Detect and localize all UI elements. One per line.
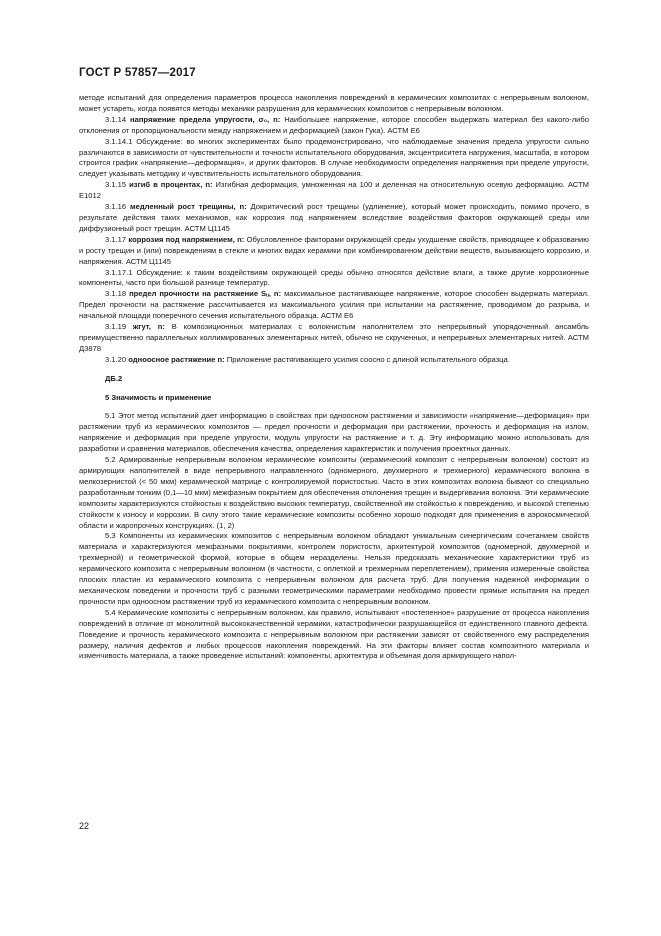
clause-number: 3.1.14 [105, 114, 127, 124]
term: коррозия под напряжением, n: [128, 234, 245, 244]
term: напряжение предела упругости, σ₀, n: [130, 114, 281, 124]
term: одноосное растяжение n: [128, 354, 225, 364]
definition-3-1-14 [79, 115, 589, 137]
section-heading-5: 5 Значимость и применение [105, 392, 212, 402]
term: предел прочности на растяжение Sᵤ, n: [129, 289, 282, 299]
paragraph-5-4: 5.4 Керамические композиты с непрерывным волокном, как правило, испытывают «постепенное» разрушение от процесса накопления повреждений в отличие от монолитной высококачественной керамики, катастрофически разрушающейся от единственного главного дефекта. Поведение и прочность керамического композита с непрерывным волокном при растяжении зависят от свойственного ему распределения размеру, наличия дефектов и любых процессов накопления повреждений. На эти факторы влияет состав композитного материала и изменчивость материала, а также проведение испытаний: компоненты, архитектура и объемная доля армирующего напол- [79, 607, 589, 661]
definition-text: Приложение растягивающего усилия соосно с длиной испытательного образца. [226, 354, 510, 364]
clause-number: 3.1.19 [105, 322, 127, 332]
definition-text: максимальное растягивающее напряжение, которое способен выдержать материал. Предел прочности на растяжение рассчитывается из максимального усилия при испытании на растяжение, проводимом до разрыва, и начальной площади поперечного сечения испытательного образца. АСТМ Е6 [79, 289, 589, 321]
page-body [79, 93, 589, 662]
clause-number: 3.1.17 [105, 234, 127, 244]
definition-3-1-20 [79, 355, 589, 366]
section-heading-db2: ДБ.2 [105, 373, 123, 383]
definition-3-1-18 [79, 289, 589, 322]
definition-text: Изгибная деформация, умноженная на 100 и деленная на относительную осевую деформацию. АСТМ Е1012 [79, 180, 589, 201]
paragraph-5-2: 5.2 Армированные непрерывным волокном керамические композиты (керамический композит с непрерывным волокном) состоят из армирующих наполнителей в виде непрерывного направленного (одномерного, двухмерного и трехмерного) керамического волокна в мелкозернистой (< 50 мкм) керамической матрице с контролируемой пористостью. Часто в этих композитах волокна бывают со специально разработанным тонким (0,1—10 мкм) межфазным покрытием для обеспечения отклонения трещин и выдергивания волокна. Эти керамические композиты характеризуются стойкостью к воздействию высоких температур, свойственной им стойкостью к повреждению, и высокой степенью стойкости к износу и коррозии. В силу этого такие керамические композиты особенно хорошо подходят для применения в аэрокосмической области и жаропрочных конструкциях. (1, 2) [79, 455, 589, 530]
definition-text: В композиционных материалах с волокнистым наполнителем это непрерывный упорядоченный ансамбль преимущественно параллельных коллимированных элементарных нитей, обычно не скрученных, и непрерывных элементарных нитей. АСТМ Д3878 [79, 322, 589, 353]
term: изгиб в процентах, n: [129, 180, 213, 190]
clause-number: 3.1.15 [105, 180, 127, 190]
discussion-3-1-14-1: 3.1.14.1 Обсуждение: во многих экспериментах было продемонстрировано, что наблюдаемые значения предела упругости сильно различаются в зависимости от чувствительности и точности испытательного оборудования, эксцентриситета нагружения, масштаба, в котором строится график «напряжение—деформация», и других факторов. В случае необходимости определения напряжения при пределе упругости, следует указывать методику и чувствительность испытательного оборудования. [79, 136, 589, 179]
document-header: ГОСТ Р 57857—2017 [79, 67, 196, 79]
term: медленный рост трещины, n: [130, 202, 247, 212]
page-number: 22 [79, 821, 90, 831]
definition-3-1-16 [79, 202, 589, 235]
definition-text: Обусловленное факторами окружающей среды ухудшение свойств, приводящее к образованию и росту трещин и (или) повреждениям в стекле и многих видах керамики при комбинированном действии веществ, вызывающего коррозию, и напряжения. АСТМ Ц1145 [79, 234, 589, 266]
clause-number: 3.1.16 [105, 202, 127, 212]
clause-number: 3.1.18 [105, 289, 127, 299]
definition-3-1-15 [79, 180, 589, 202]
paragraph-5-3: 5.3 Компоненты из керамических композитов с непрерывным волокном обладают уникальным синергическим сочетанием свойств материала и характеризуются межфазными покрытиями, контролем пористости, архитектурой композитов (одномерной, двухмерной и трехмерной) и геометрической формой, которые в общем неразделены. Нельзя предсказать механические характеристики труб из керамического композита с непрерывным волокном (в частности, с оплеткой и трехмерным переплетением), применяя измеренные свойства плоских пластин из керамического композита с непрерывным волокном для расчета труб. Для получения надежной информации о механическом поведении и прочности труб с разными геометрическими параметрами необходимо провести прямые испытания на предел прочности при одноосном растяжении труб из керамического композита с непрерывным волокном. [79, 531, 589, 606]
paragraph: методе испытаний для определения параметров процесса накопления повреждений в керамических композитах с непрерывным волокном, может устареть, когда появятся методы механики разрушения для керамических композитов с непрерывным волокном. [79, 93, 589, 113]
definition-text: Наибольшее напряжение, которое способен выдержать материал без какого-либо отклонения от пропорциональности между напряжением и деформацией (закон Гука). АСТМ Е6 [79, 114, 589, 135]
paragraph-5-1: 5.1 Этот метод испытаний дает информацию о свойствах при одноосном растяжении и зависимости «напряжение—деформация» при растяжении труб из керамических композитов — предел прочности и деформация при растяжении, прочность и деформация на излом, напряжение и деформация при пределе упругости, модуль упругости на растяжение и т. д. Эту информацию можно использовать для разработки и сравнения материалов, обеспечения качества, определения характеристик и получения проектных данных. [79, 411, 589, 454]
definition-3-1-17 [79, 235, 589, 268]
clause-number: 3.1.20 [105, 354, 127, 364]
discussion-3-1-17-1: 3.1.17.1 Обсуждение: к таким воздействиям окружающей среды обычно относятся действие влаги, а также другие коррозионные компоненты, часто при большой разнице температур. [79, 267, 589, 288]
definition-3-1-19 [79, 322, 589, 355]
term: жгут, n: [132, 322, 165, 332]
definition-text: Докритический рост трещины (удлинение), который может происходить, помимо прочего, в результате действия таких механизмов, как коррозия под напряжением вследствие воздействия факторов окружающей среды или диффузионный рост трещин. АСТМ Ц1145 [79, 202, 589, 233]
